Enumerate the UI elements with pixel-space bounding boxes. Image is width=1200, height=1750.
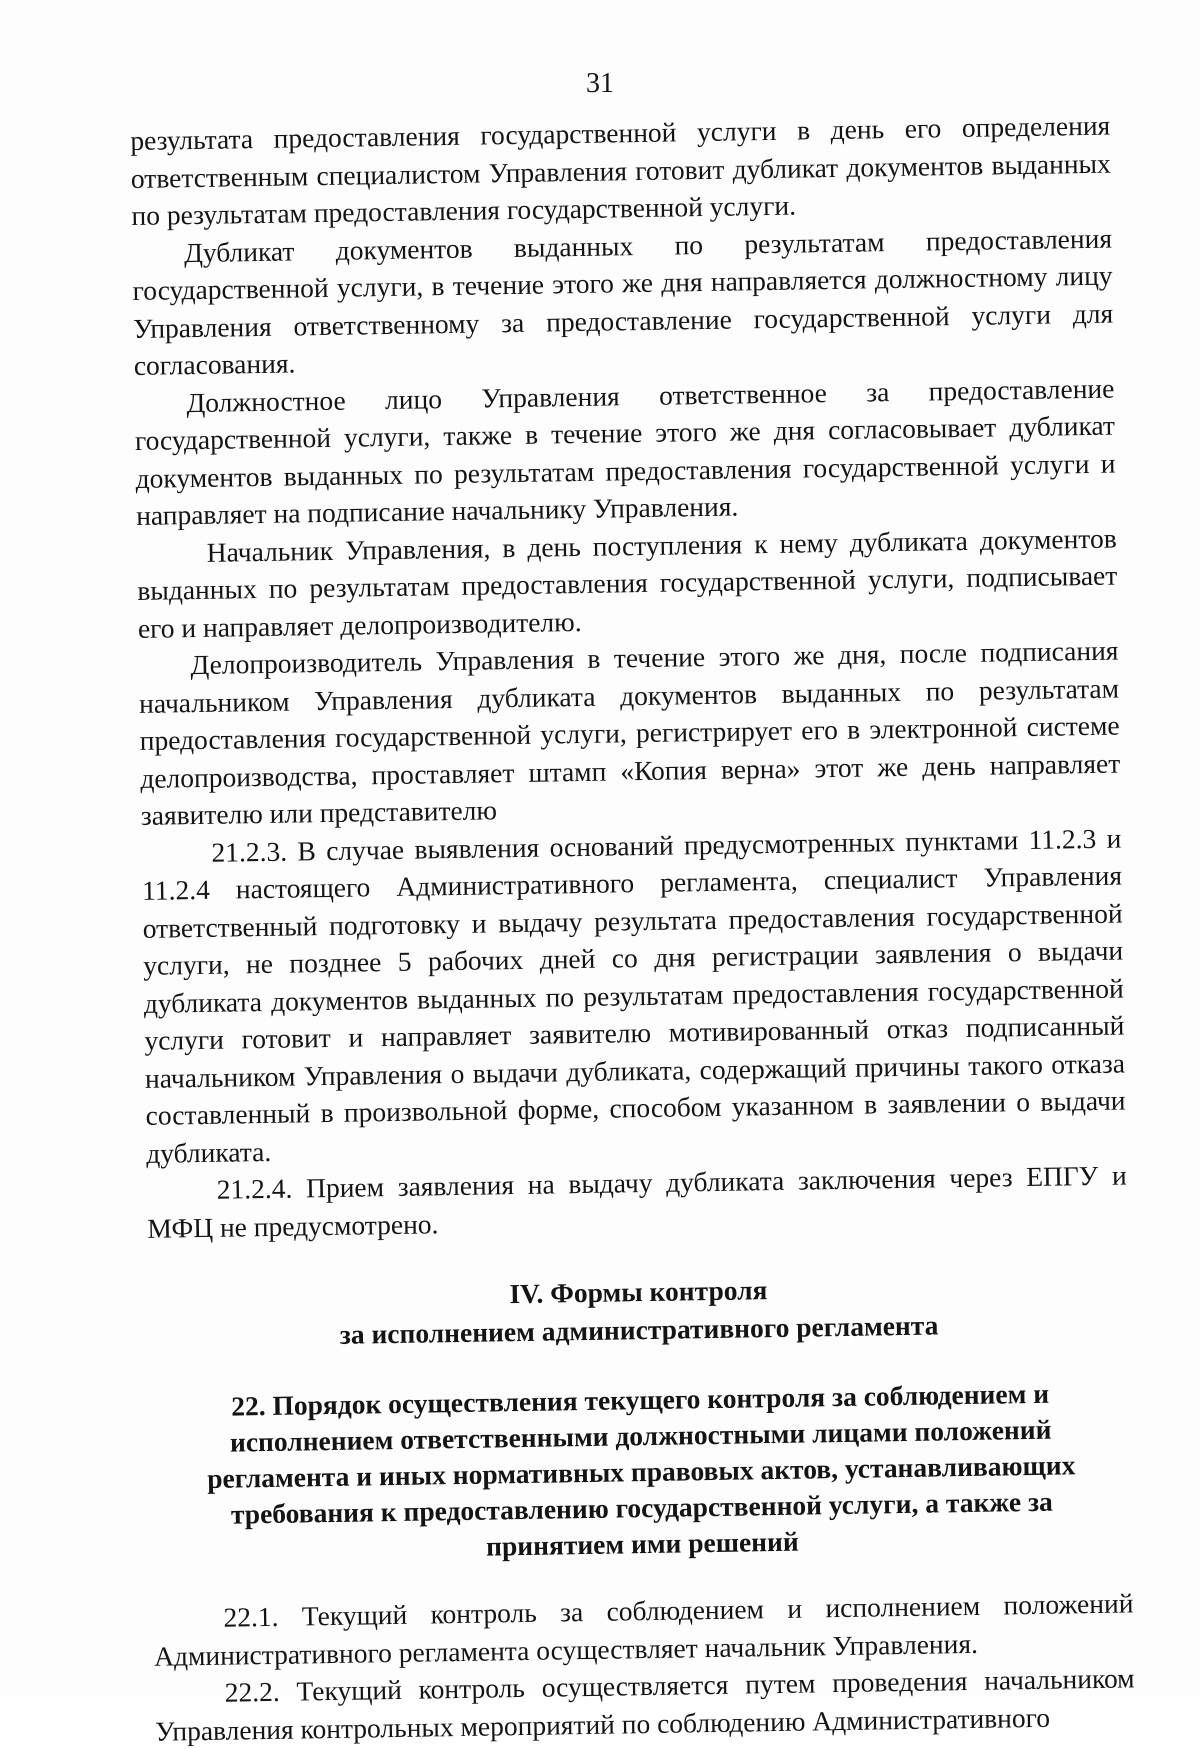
- section-22-heading-line5: принятием ими решений: [485, 1525, 799, 1562]
- section-4-heading-line1: IV. Формы контроля: [509, 1274, 768, 1310]
- section-22-heading: [150, 1374, 1133, 1569]
- paragraph-continuation: результата предоставления государственной услуги в день его определения ответственным специалистом Управления готовит дубликат документов выданных по результатам предоставления государственной услуги.: [130, 109, 1112, 231]
- paragraph-head: Начальник Управления, в день поступления к нему дубликата документов выданных по результатам предоставления государственной услуги, подписывает его и направляет делопроизводителю.: [137, 522, 1118, 644]
- page-number: 31: [586, 68, 614, 99]
- paragraph-21-2-4: 21.2.4. Прием заявления на выдачу дубликата заключения через ЕПГУ и МФЦ не предусмотрено.: [147, 1159, 1127, 1244]
- section-22-heading-line1: 22. Порядок осуществления текущего контроля за соблюдением и: [230, 1377, 1050, 1422]
- section-22-heading-line2: исполнением ответственными должностными лицами положений: [229, 1413, 1052, 1458]
- paragraph-21-2-3: 21.2.3. В случае выявления оснований предусмотренных пунктами 11.2.3 и 11.2.4 настоящего Административного регламента, специалист Управления ответственный подготовку и выдачу результата предоставления государственной услуги, не позднее 5 рабочих дней со дня регистрации заявления о выдачи дубликата документов выданных по результатам предоставления государственной услуги готовит и направляет заявителю мотивированный отказ подписанный начальником Управления о выдачи дубликата, содержащий причины такого отказа составленный в произвольной форме, способом указанном в заявлении о выдачи дубликата.: [141, 822, 1126, 1169]
- paragraph-duplicate: Дубликат документов выданных по результатам предоставления государственной услуги, в течение этого же дня направляется должностному лицу Управления ответственному за предоставление государственной услуги для согласования.: [132, 222, 1114, 381]
- paragraph-22-2: 22.2. Текущий контроль осуществляется путем проведения начальником Управления контрольных мероприятий по соблюдению Административного: [155, 1662, 1135, 1747]
- section-22-heading-line3: регламента и иных нормативных правовых актов, устанавливающих: [206, 1449, 1076, 1494]
- section-4-heading-line2: за исполнением административного регламента: [339, 1308, 939, 1350]
- paragraph-22-1: 22.1. Текущий контроль за соблюдением и исполнением положений Административного регламента осуществляет начальник Управления.: [153, 1587, 1134, 1672]
- paragraph-official: Должностное лицо Управления ответственное за предоставление государственной услуги, также в течение этого же дня согласовывает дубликат документов выданных по результатам предоставления государственной услуги и направляет на подписание начальнику Управления.: [134, 372, 1116, 531]
- section-22-heading-line4: требования к предоставлению государственной услуги, а также за: [230, 1485, 1053, 1530]
- document-body: [130, 107, 1135, 1750]
- paragraph-clerk: Делопроизводитель Управления в течение этого же дня, после подписания начальником Управления дубликата документов выданных по результатам предоставления государственной услуги, регистрирует его в электронной системе делопроизводства, проставляет штамп «Копия верна» этот же день направляет заявителю или представителю: [138, 634, 1121, 831]
